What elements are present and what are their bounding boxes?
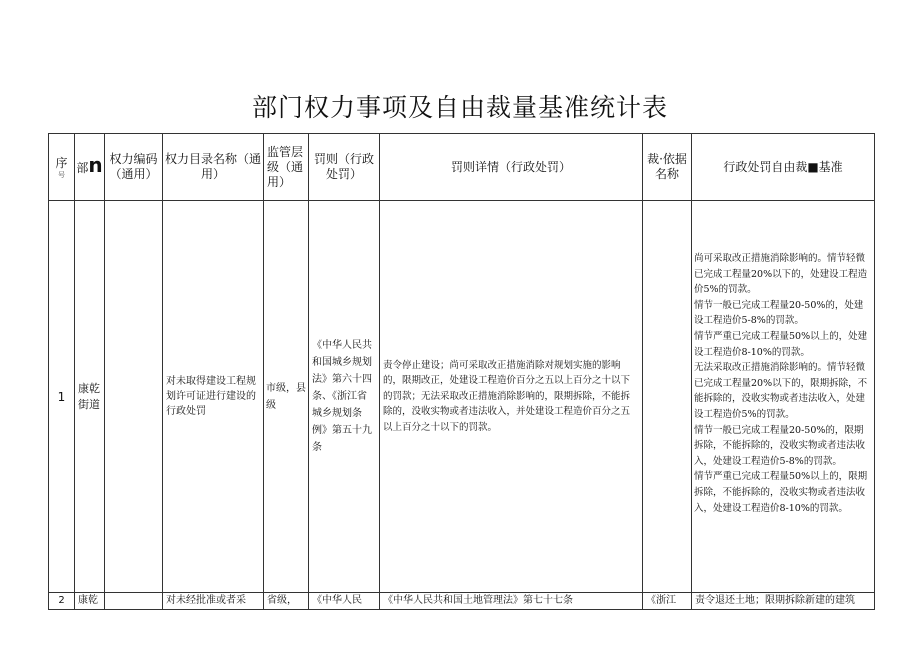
header-code: 权力编码（通用）	[105, 134, 163, 201]
bench-line: 情节一般已完成工程量20-50%的，处建设工程造价5-8%的罚款。	[694, 299, 864, 327]
header-basis: 罚则（行政处罚）	[309, 134, 380, 201]
header-level: 监管层级（通用）	[264, 134, 309, 201]
row2-seq: 2	[49, 593, 75, 610]
row1-detail: 责令停止建设；尚可采取改正措施消除对规划实施的影响的，限期改正，处建设工程造价百分之五以上百分之十以下的罚款；无法采取改正措施消除影响的，限期拆除，不能拆除的，没收实物或者违法收入，并处建设工程造价百分之五以上百分之十以下的罚款。	[380, 201, 643, 593]
statistics-table	[48, 133, 875, 610]
header-seq-label: 序	[55, 155, 68, 170]
bench-line: 情节严重已完成工程量50%以上的，限期拆除，不能拆除的，没收实物或者违法收入，处建设工程造价8-10%的罚款。	[694, 471, 868, 514]
row1-code	[105, 201, 163, 593]
header-dept-glyph: n	[88, 153, 103, 177]
bench-line: 尚可采取改正措施消除影响的。情节轻微已完成工程量20%以下的，处建设工程造价5%的罚款。	[694, 253, 868, 296]
row1-basis: 《中华人民共和国城乡规划法》第六十四条、《浙江省城乡规划条例》第五十九条	[309, 201, 380, 593]
row1-name: 对未取得建设工程规划许可证进行建设的行政处罚	[163, 201, 264, 593]
table-row	[49, 593, 875, 610]
row2-level: 省级，	[264, 593, 309, 610]
header-dept-label: 部	[76, 161, 89, 175]
header-ref: 裁·依据名称	[643, 134, 692, 201]
page-title: 部门权力事项及自由裁量基准统计表	[251, 93, 668, 122]
row2-ref: 《浙江	[643, 593, 692, 610]
header-seq-sublabel: 号	[58, 170, 65, 179]
row1-ref	[643, 201, 692, 593]
row2-name: 对未经批准或者采	[163, 593, 264, 610]
bench-line: 情节一般已完成工程量20-50%的，限期拆除，不能拆除的，没收实物或者违法收入，处建设工程造价5-8%的罚款。	[694, 424, 866, 467]
bench-line: 无法采取改正措施消除影响的。情节轻微已完成工程量20%以下的，限期拆除，不能拆除的，没收实物或者违法收入，处建设工程造价5%的罚款。	[694, 362, 868, 420]
table-row	[49, 201, 875, 593]
row2-detail: 《中华人民共和国土地管理法》第七十七条	[380, 593, 643, 610]
header-name: 权力目录名称（通用）	[163, 134, 264, 201]
row1-seq: 1	[49, 201, 75, 593]
row1-bench	[692, 201, 875, 593]
row2-basis: 《中华人民	[309, 593, 380, 610]
bench-line: 情节严重已完成工程量50%以上的，处建设工程造价8-10%的罚款。	[694, 330, 868, 358]
row1-dept: 康乾街道	[75, 201, 105, 593]
row2-bench: 责令退还土地；限期拆除新建的建筑	[692, 593, 875, 610]
row2-code	[105, 593, 163, 610]
row1-level: 市级，县级	[264, 201, 309, 593]
header-seq	[49, 134, 75, 201]
row2-dept: 康乾	[75, 593, 105, 610]
header-dept	[75, 134, 105, 201]
header-detail: 罚则详情（行政处罚）	[380, 134, 643, 201]
header-bench: 行政处罚自由裁■基准	[692, 134, 875, 201]
table-header-row	[49, 134, 875, 201]
